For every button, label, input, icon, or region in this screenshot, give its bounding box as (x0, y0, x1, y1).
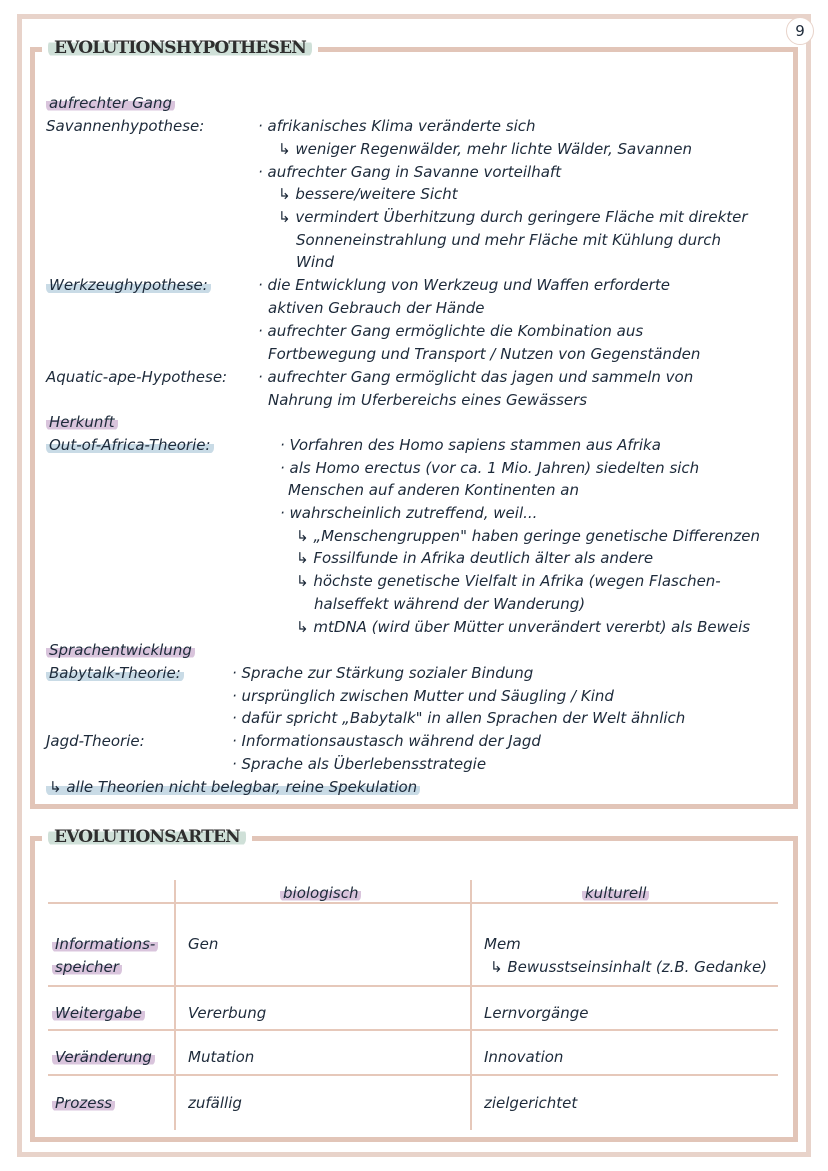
label-jagd: Jagd-Theorie: (46, 732, 145, 750)
column-header-biologisch: biologisch (280, 884, 361, 902)
text-line: · ursprünglich zwischen Mutter und Säugling / Kind (232, 687, 614, 705)
table-cell: Gen (188, 935, 219, 953)
heading-sprachentwicklung: Sprachentwicklung (46, 641, 195, 659)
text-line: · die Entwicklung von Werkzeug und Waffen erforderte (258, 276, 670, 294)
row-label: Prozess (52, 1094, 115, 1112)
column-header-kulturell: kulturell (582, 884, 649, 902)
text-line: ↳ vermindert Überhitzung durch geringere Fläche mit direkter (278, 208, 748, 226)
heading-herkunft: Herkunft (46, 413, 118, 431)
text-line: · Sprache zur Stärkung sozialer Bindung (232, 664, 534, 682)
text-line: · Sprache als Überlebensstrategie (232, 755, 487, 773)
title-text: EVOLUTIONSARTEN (48, 827, 246, 847)
label-werkzeughypothese: Werkzeughypothese: (46, 276, 211, 294)
table-divider (470, 880, 472, 1130)
title-text: EVOLUTIONSHYPOTHESEN (48, 38, 312, 58)
table-rule (48, 985, 778, 987)
table-rule (48, 902, 778, 904)
text-line: Wind (296, 253, 335, 271)
table-cell: ↳ Bewusstseinsinhalt (z.B. Gedanke) (490, 958, 768, 976)
text-line: · dafür spricht „Babytalk" in allen Sprachen der Welt ähnlich (232, 709, 686, 727)
row-label: Informations- (52, 935, 158, 953)
text-line: aktiven Gebrauch der Hände (268, 299, 485, 317)
text-line: · aufrechter Gang ermöglicht das jagen und sammeln von (258, 368, 694, 386)
row-label: Weitergabe (52, 1004, 145, 1022)
table-cell: Vererbung (188, 1004, 267, 1022)
text-line: · Informationsaustasch während der Jagd (232, 732, 541, 750)
table-divider (174, 880, 176, 1130)
table-cell: Mutation (188, 1048, 255, 1066)
section-title-evolutionsarten (42, 827, 252, 847)
text-line: ↳ bessere/weitere Sicht (278, 185, 458, 203)
page-number: 9 (786, 17, 814, 45)
text-line: · afrikanisches Klima veränderte sich (258, 117, 536, 135)
table-rule (48, 1074, 778, 1076)
row-label: Veränderung (52, 1048, 155, 1066)
table-cell: zufällig (188, 1094, 242, 1112)
table-cell: Lernvorgänge (484, 1004, 589, 1022)
row-label: speicher (52, 958, 122, 976)
label-babytalk: Babytalk-Theorie: (46, 664, 184, 682)
table-rule (48, 1029, 778, 1031)
table-cell: Mem (484, 935, 521, 953)
text-line: · aufrechter Gang in Savanne vorteilhaft (258, 163, 562, 181)
label-out-of-africa: Out-of-Africa-Theorie: (46, 436, 214, 454)
label-savannenhypothese: Savannenhypothese: (46, 117, 205, 135)
table-cell: zielgerichtet (484, 1094, 578, 1112)
label-aquatic-ape: Aquatic-ape-Hypothese: (46, 368, 228, 386)
text-line: ↳ weniger Regenwälder, mehr lichte Wälder, Savannen (278, 140, 693, 158)
heading-aufrechter-gang: aufrechter Gang (46, 94, 175, 112)
section-title-hypotheses (42, 38, 318, 58)
text-line: ↳ mtDNA (wird über Mütter unverändert vererbt) als Beweis (296, 618, 751, 636)
text-line: Fortbewegung und Transport / Nutzen von Gegenständen (268, 345, 701, 363)
text-line: halseffekt während der Wanderung) (314, 595, 586, 613)
text-line: · wahrscheinlich zutreffend, weil... (280, 504, 538, 522)
text-line: · als Homo erectus (vor ca. 1 Mio. Jahren) siedelten sich (280, 459, 700, 477)
text-line: · aufrechter Gang ermöglichte die Kombination aus (258, 322, 644, 340)
table-cell: Innovation (484, 1048, 564, 1066)
text-line: ↳ Fossilfunde in Afrika deutlich älter als andere (296, 549, 654, 567)
conclusion: ↳ alle Theorien nicht belegbar, reine Spekulation (46, 778, 420, 796)
text-line: Menschen auf anderen Kontinenten an (288, 481, 579, 499)
text-line: Nahrung im Uferbereichs eines Gewässers (268, 391, 588, 409)
text-line: ↳ „Menschengruppen" haben geringe genetische Differenzen (296, 527, 760, 545)
text-line: · Vorfahren des Homo sapiens stammen aus Afrika (280, 436, 661, 454)
text-line: Sonneneinstrahlung und mehr Fläche mit Kühlung durch (296, 231, 722, 249)
section-evolutionsarten-box (30, 836, 798, 1142)
text-line: ↳ höchste genetische Vielfalt in Afrika (wegen Flaschen- (296, 572, 721, 590)
